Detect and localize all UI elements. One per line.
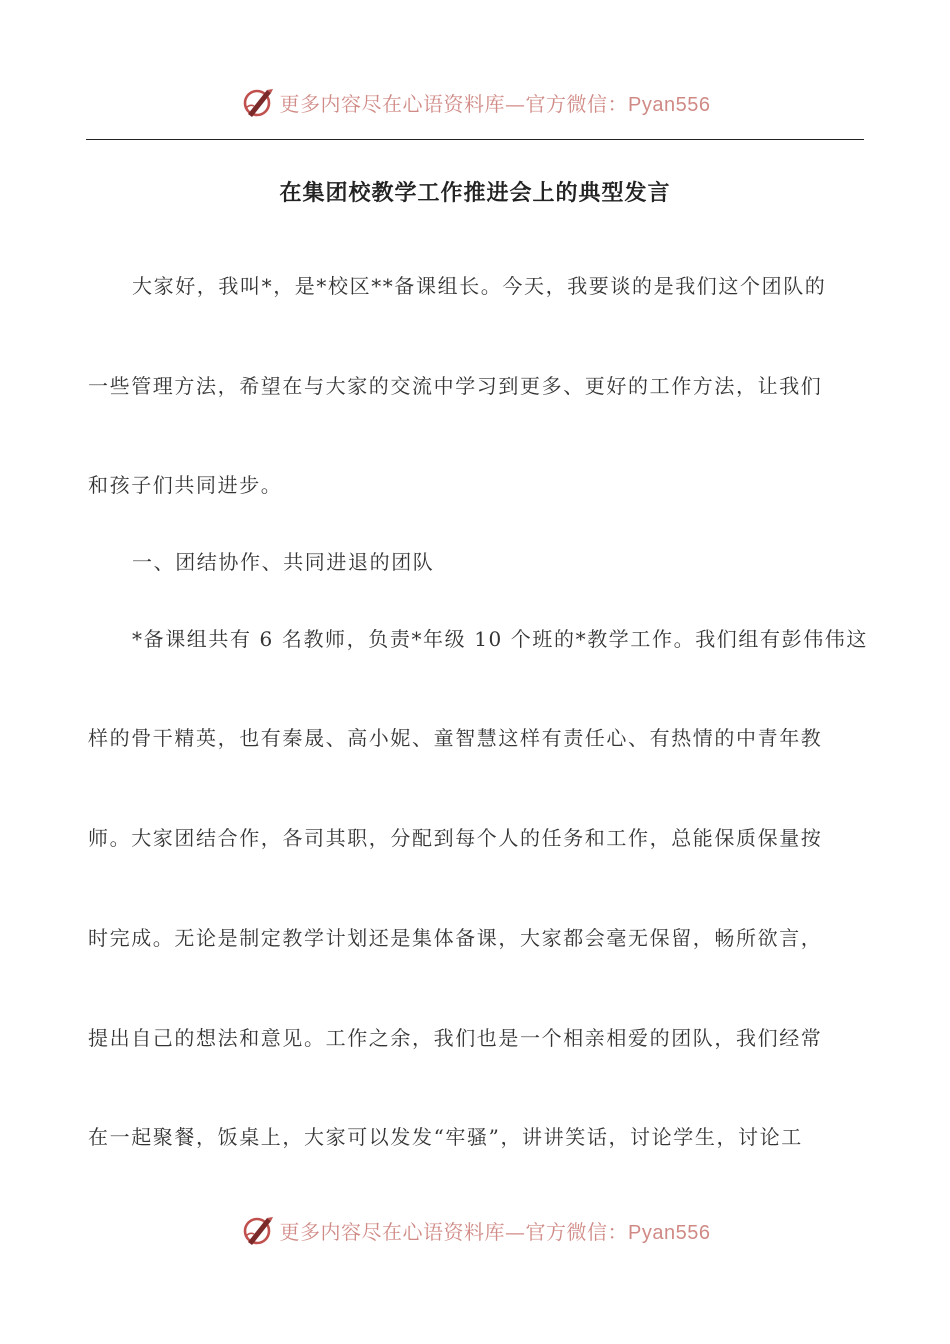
banner-text: 更多内容尽在心语资料库—官方微信：Pyan556 <box>279 1219 711 1244</box>
pen-circle-logo-icon <box>240 1212 276 1248</box>
footer-banner <box>0 1208 950 1252</box>
body-line: 在一起聚餐，饭桌上，大家可以发发“牢骚”，讲讲笑话，讨论学生，讨论工 <box>88 1125 803 1149</box>
body-line: 一些管理方法，希望在与大家的交流中学习到更多、更好的工作方法，让我们 <box>88 374 823 398</box>
body-line: 和孩子们共同进步。 <box>88 473 283 497</box>
body-line: *备课组共有 6 名教师，负责*年级 10 个班的*教学工作。我们组有彭伟伟这 <box>132 627 869 651</box>
header-banner <box>0 80 950 124</box>
header-divider <box>86 139 864 140</box>
body-line: 提出自己的想法和意见。工作之余，我们也是一个相亲相爱的团队，我们经常 <box>88 1026 823 1050</box>
body-line: 时完成。无论是制定教学计划还是集体备课，大家都会毫无保留，畅所欲言， <box>88 926 823 950</box>
pen-circle-logo-icon <box>240 84 276 120</box>
section-heading: 一、团结协作、共同进退的团队 <box>132 550 435 574</box>
wechat-id: Pyan556 <box>628 1221 711 1244</box>
body-line: 大家好，我叫*，是*校区**备课组长。今天，我要谈的是我们这个团队的 <box>132 274 827 298</box>
document-title: 在集团校教学工作推进会上的典型发言 <box>279 181 671 206</box>
body-line: 师。大家团结合作，各司其职，分配到每个人的任务和工作，总能保质保量按 <box>88 826 823 850</box>
wechat-id: Pyan556 <box>628 93 711 116</box>
banner-text: 更多内容尽在心语资料库—官方微信：Pyan556 <box>279 91 711 116</box>
body-line: 样的骨干精英，也有秦晟、高小妮、童智慧这样有责任心、有热情的中青年教 <box>88 726 823 750</box>
